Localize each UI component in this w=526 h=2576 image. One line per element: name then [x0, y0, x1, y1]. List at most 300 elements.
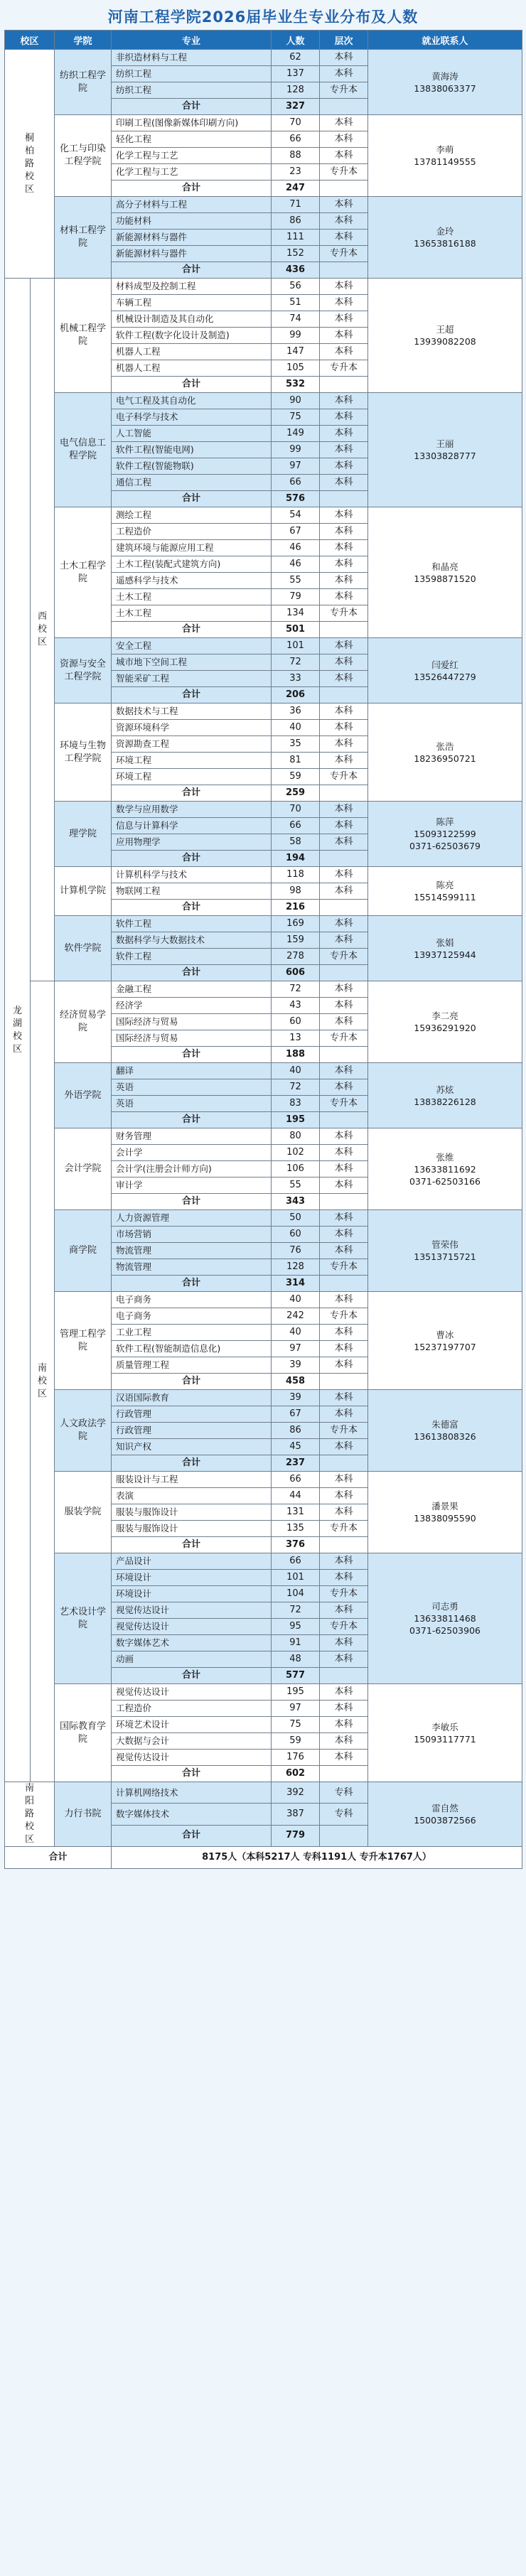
- college-cell: 土木工程学院: [55, 507, 112, 638]
- total-value: 206: [272, 687, 320, 704]
- count-cell: 392: [272, 1782, 320, 1804]
- count-cell: 135: [272, 1521, 320, 1537]
- total-blank: [320, 1537, 368, 1553]
- contact-cell: 苏炫 13838226128: [368, 1063, 522, 1128]
- count-cell: 80: [272, 1128, 320, 1145]
- total-label: 合计: [112, 180, 272, 197]
- level-cell: 专升本: [320, 1259, 368, 1276]
- level-cell: 本科: [320, 1406, 368, 1423]
- total-value: 376: [272, 1537, 320, 1553]
- total-label: 合计: [112, 900, 272, 916]
- count-cell: 131: [272, 1504, 320, 1521]
- level-cell: 本科: [320, 916, 368, 932]
- table-row: [5, 1684, 522, 1701]
- level-cell: 专升本: [320, 1308, 368, 1325]
- count-cell: 36: [272, 704, 320, 720]
- level-cell: 本科: [320, 932, 368, 949]
- table-body: [5, 50, 522, 1869]
- level-cell: 本科: [320, 1701, 368, 1717]
- major-cell: 知识产权: [112, 1439, 272, 1455]
- college-cell: 会计学院: [55, 1128, 112, 1210]
- table-row: [5, 1390, 522, 1406]
- major-cell: 环境设计: [112, 1570, 272, 1586]
- count-cell: 75: [272, 1717, 320, 1733]
- total-value: 314: [272, 1276, 320, 1292]
- count-cell: 66: [272, 1472, 320, 1488]
- contact-cell: 张维 13633811692 0371-62503166: [368, 1128, 522, 1210]
- level-cell: 本科: [320, 213, 368, 230]
- count-cell: 83: [272, 1096, 320, 1112]
- level-cell: 本科: [320, 115, 368, 131]
- level-cell: 本科: [320, 753, 368, 769]
- header-campus: 校区: [5, 31, 55, 50]
- college-cell: 理学院: [55, 802, 112, 867]
- major-cell: 会计学: [112, 1145, 272, 1161]
- count-cell: 40: [272, 1063, 320, 1079]
- major-cell: 土木工程: [112, 605, 272, 622]
- level-cell: 专升本: [320, 949, 368, 965]
- level-cell: 本科: [320, 1635, 368, 1651]
- major-cell: 环境设计: [112, 1586, 272, 1602]
- count-cell: 46: [272, 540, 320, 556]
- level-cell: 本科: [320, 1651, 368, 1668]
- total-label: 合计: [112, 377, 272, 393]
- total-value: 259: [272, 785, 320, 802]
- level-cell: 本科: [320, 834, 368, 851]
- table-row: [5, 197, 522, 213]
- count-cell: 76: [272, 1243, 320, 1259]
- level-cell: 本科: [320, 1145, 368, 1161]
- table-row: [5, 1128, 522, 1145]
- major-cell: 数据技术与工程: [112, 704, 272, 720]
- contact-cell: 李敏乐 15093117771: [368, 1684, 522, 1782]
- count-cell: 40: [272, 1325, 320, 1341]
- major-cell: 安全工程: [112, 638, 272, 654]
- count-cell: 97: [272, 1341, 320, 1357]
- total-value: 343: [272, 1194, 320, 1210]
- major-cell: 轻化工程: [112, 131, 272, 148]
- count-cell: 99: [272, 328, 320, 344]
- level-cell: 本科: [320, 311, 368, 328]
- total-label: 合计: [112, 1047, 272, 1063]
- level-cell: 本科: [320, 1128, 368, 1145]
- count-cell: 45: [272, 1439, 320, 1455]
- major-cell: 数字媒体技术: [112, 1804, 272, 1825]
- college-cell: 商学院: [55, 1210, 112, 1292]
- major-cell: 纺织工程: [112, 66, 272, 82]
- level-cell: 本科: [320, 66, 368, 82]
- major-cell: 通信工程: [112, 475, 272, 491]
- contact-cell: 王超 13939082208: [368, 279, 522, 393]
- total-value: 195: [272, 1112, 320, 1128]
- count-cell: 35: [272, 736, 320, 753]
- level-cell: 专升本: [320, 164, 368, 180]
- count-cell: 106: [272, 1161, 320, 1177]
- level-cell: 本科: [320, 1684, 368, 1701]
- total-blank: [320, 965, 368, 981]
- total-label: 合计: [112, 491, 272, 507]
- total-blank: [320, 1766, 368, 1782]
- count-cell: 72: [272, 654, 320, 671]
- contact-cell: 陈萍 15093122599 0371-62503679: [368, 802, 522, 867]
- total-blank: [320, 180, 368, 197]
- table-row: [5, 1782, 522, 1804]
- table-row: [5, 1210, 522, 1227]
- table-row: [5, 981, 522, 998]
- major-cell: 电子商务: [112, 1292, 272, 1308]
- count-cell: 149: [272, 426, 320, 442]
- total-label: 合计: [112, 1537, 272, 1553]
- sub-campus-cell: 西 校 区: [31, 279, 55, 981]
- level-cell: 本科: [320, 540, 368, 556]
- total-label: 合计: [112, 99, 272, 115]
- table-row: [5, 916, 522, 932]
- total-label: 合计: [112, 1374, 272, 1390]
- major-cell: 视觉传达设计: [112, 1602, 272, 1619]
- contact-cell: 金玲 13653816188: [368, 197, 522, 279]
- major-cell: 行政管理: [112, 1406, 272, 1423]
- level-cell: 本科: [320, 197, 368, 213]
- level-cell: 本科: [320, 654, 368, 671]
- major-cell: 资源勘查工程: [112, 736, 272, 753]
- major-cell: 服装与服饰设计: [112, 1504, 272, 1521]
- major-cell: 土木工程: [112, 589, 272, 605]
- level-cell: 本科: [320, 230, 368, 246]
- major-cell: 视觉传达设计: [112, 1750, 272, 1766]
- contact-cell: 李萌 13781149555: [368, 115, 522, 197]
- level-cell: 本科: [320, 1750, 368, 1766]
- level-cell: 本科: [320, 1341, 368, 1357]
- count-cell: 74: [272, 311, 320, 328]
- major-cell: 服装设计与工程: [112, 1472, 272, 1488]
- major-cell: 翻译: [112, 1063, 272, 1079]
- header-college: 学院: [55, 31, 112, 50]
- major-cell: 非织造材料与工程: [112, 50, 272, 66]
- contact-cell: 潘景果 13838095590: [368, 1472, 522, 1553]
- count-cell: 128: [272, 1259, 320, 1276]
- level-cell: 本科: [320, 638, 368, 654]
- count-cell: 51: [272, 295, 320, 311]
- major-cell: 机器人工程: [112, 360, 272, 377]
- college-cell: 经济贸易学院: [55, 981, 112, 1063]
- contact-cell: 张浩 18236950721: [368, 704, 522, 802]
- major-cell: 计算机科学与技术: [112, 867, 272, 883]
- level-cell: 本科: [320, 409, 368, 426]
- level-cell: 专升本: [320, 1521, 368, 1537]
- count-cell: 66: [272, 1553, 320, 1570]
- count-cell: 79: [272, 589, 320, 605]
- level-cell: 本科: [320, 720, 368, 736]
- level-cell: 本科: [320, 426, 368, 442]
- count-cell: 97: [272, 458, 320, 475]
- campus-cell: 龙 湖 校 区: [5, 279, 31, 1782]
- total-blank: [320, 1276, 368, 1292]
- count-cell: 62: [272, 50, 320, 66]
- level-cell: 专升本: [320, 605, 368, 622]
- level-cell: 本科: [320, 1243, 368, 1259]
- level-cell: 本科: [320, 573, 368, 589]
- major-cell: 材料成型及控制工程: [112, 279, 272, 295]
- major-cell: 物流管理: [112, 1243, 272, 1259]
- major-cell: 环境工程: [112, 769, 272, 785]
- total-value: 606: [272, 965, 320, 981]
- count-cell: 59: [272, 1733, 320, 1750]
- college-cell: 力行书院: [55, 1782, 112, 1847]
- count-cell: 159: [272, 932, 320, 949]
- major-cell: 视觉传达设计: [112, 1684, 272, 1701]
- major-cell: 机器人工程: [112, 344, 272, 360]
- major-cell: 大数据与会计: [112, 1733, 272, 1750]
- major-cell: 人工智能: [112, 426, 272, 442]
- contact-cell: 曹冰 15237197707: [368, 1292, 522, 1390]
- major-cell: 新能源材料与器件: [112, 230, 272, 246]
- major-cell: 行政管理: [112, 1423, 272, 1439]
- major-cell: 智能采矿工程: [112, 671, 272, 687]
- total-label: 合计: [112, 687, 272, 704]
- table-row: [5, 279, 522, 295]
- level-cell: 本科: [320, 50, 368, 66]
- count-cell: 67: [272, 1406, 320, 1423]
- major-cell: 英语: [112, 1079, 272, 1096]
- level-cell: 本科: [320, 1390, 368, 1406]
- college-cell: 软件学院: [55, 916, 112, 981]
- major-cell: 工业工程: [112, 1325, 272, 1341]
- count-cell: 101: [272, 638, 320, 654]
- major-cell: 化学工程与工艺: [112, 148, 272, 164]
- level-cell: 专升本: [320, 1030, 368, 1047]
- level-cell: 本科: [320, 1439, 368, 1455]
- total-label: 合计: [112, 1455, 272, 1472]
- total-value: 188: [272, 1047, 320, 1063]
- count-cell: 48: [272, 1651, 320, 1668]
- count-cell: 111: [272, 230, 320, 246]
- major-cell: 软件工程(智能电网): [112, 442, 272, 458]
- total-label: 合计: [112, 785, 272, 802]
- count-cell: 169: [272, 916, 320, 932]
- college-cell: 材料工程学院: [55, 197, 112, 279]
- level-cell: 本科: [320, 1717, 368, 1733]
- major-cell: 资源环境科学: [112, 720, 272, 736]
- count-cell: 104: [272, 1586, 320, 1602]
- sub-campus-cell: 南 校 区: [31, 981, 55, 1782]
- count-cell: 54: [272, 507, 320, 524]
- total-label: 合计: [112, 1194, 272, 1210]
- college-cell: 人文政法学院: [55, 1390, 112, 1472]
- count-cell: 98: [272, 883, 320, 900]
- count-cell: 58: [272, 834, 320, 851]
- table-row: [5, 393, 522, 409]
- level-cell: 本科: [320, 279, 368, 295]
- level-cell: 本科: [320, 507, 368, 524]
- count-cell: 137: [272, 66, 320, 82]
- count-cell: 70: [272, 115, 320, 131]
- count-cell: 242: [272, 1308, 320, 1325]
- major-cell: 软件工程(数字化设计及制造): [112, 328, 272, 344]
- count-cell: 147: [272, 344, 320, 360]
- total-blank: [320, 262, 368, 279]
- college-cell: 纺织工程学院: [55, 50, 112, 115]
- count-cell: 13: [272, 1030, 320, 1047]
- count-cell: 86: [272, 1423, 320, 1439]
- major-cell: 数据科学与大数据技术: [112, 932, 272, 949]
- college-cell: 机械工程学院: [55, 279, 112, 393]
- college-cell: 艺术设计学院: [55, 1553, 112, 1684]
- total-value: 602: [272, 1766, 320, 1782]
- total-blank: [320, 1825, 368, 1846]
- table-row: [5, 867, 522, 883]
- contact-cell: 王丽 13303828777: [368, 393, 522, 507]
- level-cell: 本科: [320, 736, 368, 753]
- level-cell: 本科: [320, 1504, 368, 1521]
- count-cell: 60: [272, 1227, 320, 1243]
- count-cell: 95: [272, 1619, 320, 1635]
- major-cell: 电气工程及其自动化: [112, 393, 272, 409]
- header-contact: 就业联系人: [368, 31, 522, 50]
- total-label: 合计: [112, 1825, 272, 1846]
- college-cell: 资源与安全工程学院: [55, 638, 112, 704]
- total-blank: [320, 1668, 368, 1684]
- count-cell: 66: [272, 131, 320, 148]
- major-cell: 人力资源管理: [112, 1210, 272, 1227]
- count-cell: 118: [272, 867, 320, 883]
- total-value: 577: [272, 1668, 320, 1684]
- count-cell: 44: [272, 1488, 320, 1504]
- major-cell: 会计学(注册会计师方向): [112, 1161, 272, 1177]
- total-value: 216: [272, 900, 320, 916]
- level-cell: 本科: [320, 295, 368, 311]
- campus-cell: 南 阳 路 校 区: [5, 1782, 55, 1847]
- total-blank: [320, 851, 368, 867]
- major-cell: 应用物理学: [112, 834, 272, 851]
- count-cell: 23: [272, 164, 320, 180]
- total-label: 合计: [112, 1276, 272, 1292]
- major-cell: 机械设计制造及其自动化: [112, 311, 272, 328]
- page-title: 河南工程学院2026届毕业生专业分布及人数: [107, 9, 419, 26]
- total-label: 合计: [112, 262, 272, 279]
- major-cell: 环境艺术设计: [112, 1717, 272, 1733]
- total-blank: [320, 687, 368, 704]
- header-level: 层次: [320, 31, 368, 50]
- count-cell: 134: [272, 605, 320, 622]
- count-cell: 102: [272, 1145, 320, 1161]
- count-cell: 55: [272, 1177, 320, 1194]
- level-cell: 本科: [320, 1227, 368, 1243]
- count-cell: 278: [272, 949, 320, 965]
- contact-cell: 李二亮 15936291920: [368, 981, 522, 1063]
- college-cell: 外语学院: [55, 1063, 112, 1128]
- count-cell: 75: [272, 409, 320, 426]
- major-cell: 测绘工程: [112, 507, 272, 524]
- level-cell: 本科: [320, 1488, 368, 1504]
- total-blank: [320, 900, 368, 916]
- contact-cell: 黄海涛 13838063377: [368, 50, 522, 115]
- level-cell: 本科: [320, 1325, 368, 1341]
- level-cell: 本科: [320, 1357, 368, 1374]
- major-cell: 质量管理工程: [112, 1357, 272, 1374]
- major-cell: 表演: [112, 1488, 272, 1504]
- total-value: 327: [272, 99, 320, 115]
- college-cell: 管理工程学院: [55, 1292, 112, 1390]
- table-row: [5, 704, 522, 720]
- major-cell: 软件工程: [112, 916, 272, 932]
- count-cell: 33: [272, 671, 320, 687]
- level-cell: 本科: [320, 981, 368, 998]
- level-cell: 专升本: [320, 1423, 368, 1439]
- count-cell: 43: [272, 998, 320, 1014]
- level-cell: 专升本: [320, 246, 368, 262]
- level-cell: 专科: [320, 1782, 368, 1804]
- count-cell: 40: [272, 720, 320, 736]
- count-cell: 90: [272, 393, 320, 409]
- level-cell: 专升本: [320, 1096, 368, 1112]
- contact-cell: 闫爱红 13526447279: [368, 638, 522, 704]
- level-cell: 专升本: [320, 1619, 368, 1635]
- count-cell: 86: [272, 213, 320, 230]
- major-cell: 功能材料: [112, 213, 272, 230]
- level-cell: 本科: [320, 589, 368, 605]
- level-cell: 本科: [320, 1079, 368, 1096]
- total-blank: [320, 1455, 368, 1472]
- table-row: [5, 1292, 522, 1308]
- total-blank: [320, 99, 368, 115]
- level-cell: 本科: [320, 704, 368, 720]
- total-label: 合计: [112, 1668, 272, 1684]
- major-cell: 物联网工程: [112, 883, 272, 900]
- count-cell: 46: [272, 556, 320, 573]
- total-blank: [320, 1374, 368, 1390]
- count-cell: 105: [272, 360, 320, 377]
- major-cell: 遥感科学与技术: [112, 573, 272, 589]
- major-cell: 土木工程(装配式建筑方向): [112, 556, 272, 573]
- grand-total-value: 8175人（本科5217人 专科1191人 专升本1767人）: [112, 1847, 522, 1869]
- major-cell: 车辆工程: [112, 295, 272, 311]
- college-cell: 环境与生物工程学院: [55, 704, 112, 802]
- major-cell: 信息与计算科学: [112, 818, 272, 834]
- total-value: 247: [272, 180, 320, 197]
- total-value: 194: [272, 851, 320, 867]
- major-cell: 服装与服饰设计: [112, 1521, 272, 1537]
- count-cell: 99: [272, 442, 320, 458]
- count-cell: 387: [272, 1804, 320, 1825]
- grand-total-row: [5, 1847, 522, 1869]
- table-row: [5, 507, 522, 524]
- count-cell: 176: [272, 1750, 320, 1766]
- total-label: 合计: [112, 851, 272, 867]
- total-label: 合计: [112, 1766, 272, 1782]
- major-cell: 物流管理: [112, 1259, 272, 1276]
- total-blank: [320, 1047, 368, 1063]
- level-cell: 本科: [320, 1063, 368, 1079]
- level-cell: 专升本: [320, 1586, 368, 1602]
- major-cell: 印刷工程(图像新媒体印刷方向): [112, 115, 272, 131]
- distribution-table: [4, 30, 522, 1869]
- grand-total-label: 合计: [5, 1847, 112, 1869]
- level-cell: 本科: [320, 867, 368, 883]
- level-cell: 本科: [320, 818, 368, 834]
- level-cell: 本科: [320, 458, 368, 475]
- level-cell: 本科: [320, 1210, 368, 1227]
- count-cell: 152: [272, 246, 320, 262]
- total-label: 合计: [112, 965, 272, 981]
- header-count: 人数: [272, 31, 320, 50]
- table-row: [5, 638, 522, 654]
- major-cell: 高分子材料与工程: [112, 197, 272, 213]
- major-cell: 市场营销: [112, 1227, 272, 1243]
- level-cell: 本科: [320, 328, 368, 344]
- major-cell: 数学与应用数学: [112, 802, 272, 818]
- level-cell: 本科: [320, 802, 368, 818]
- major-cell: 化学工程与工艺: [112, 164, 272, 180]
